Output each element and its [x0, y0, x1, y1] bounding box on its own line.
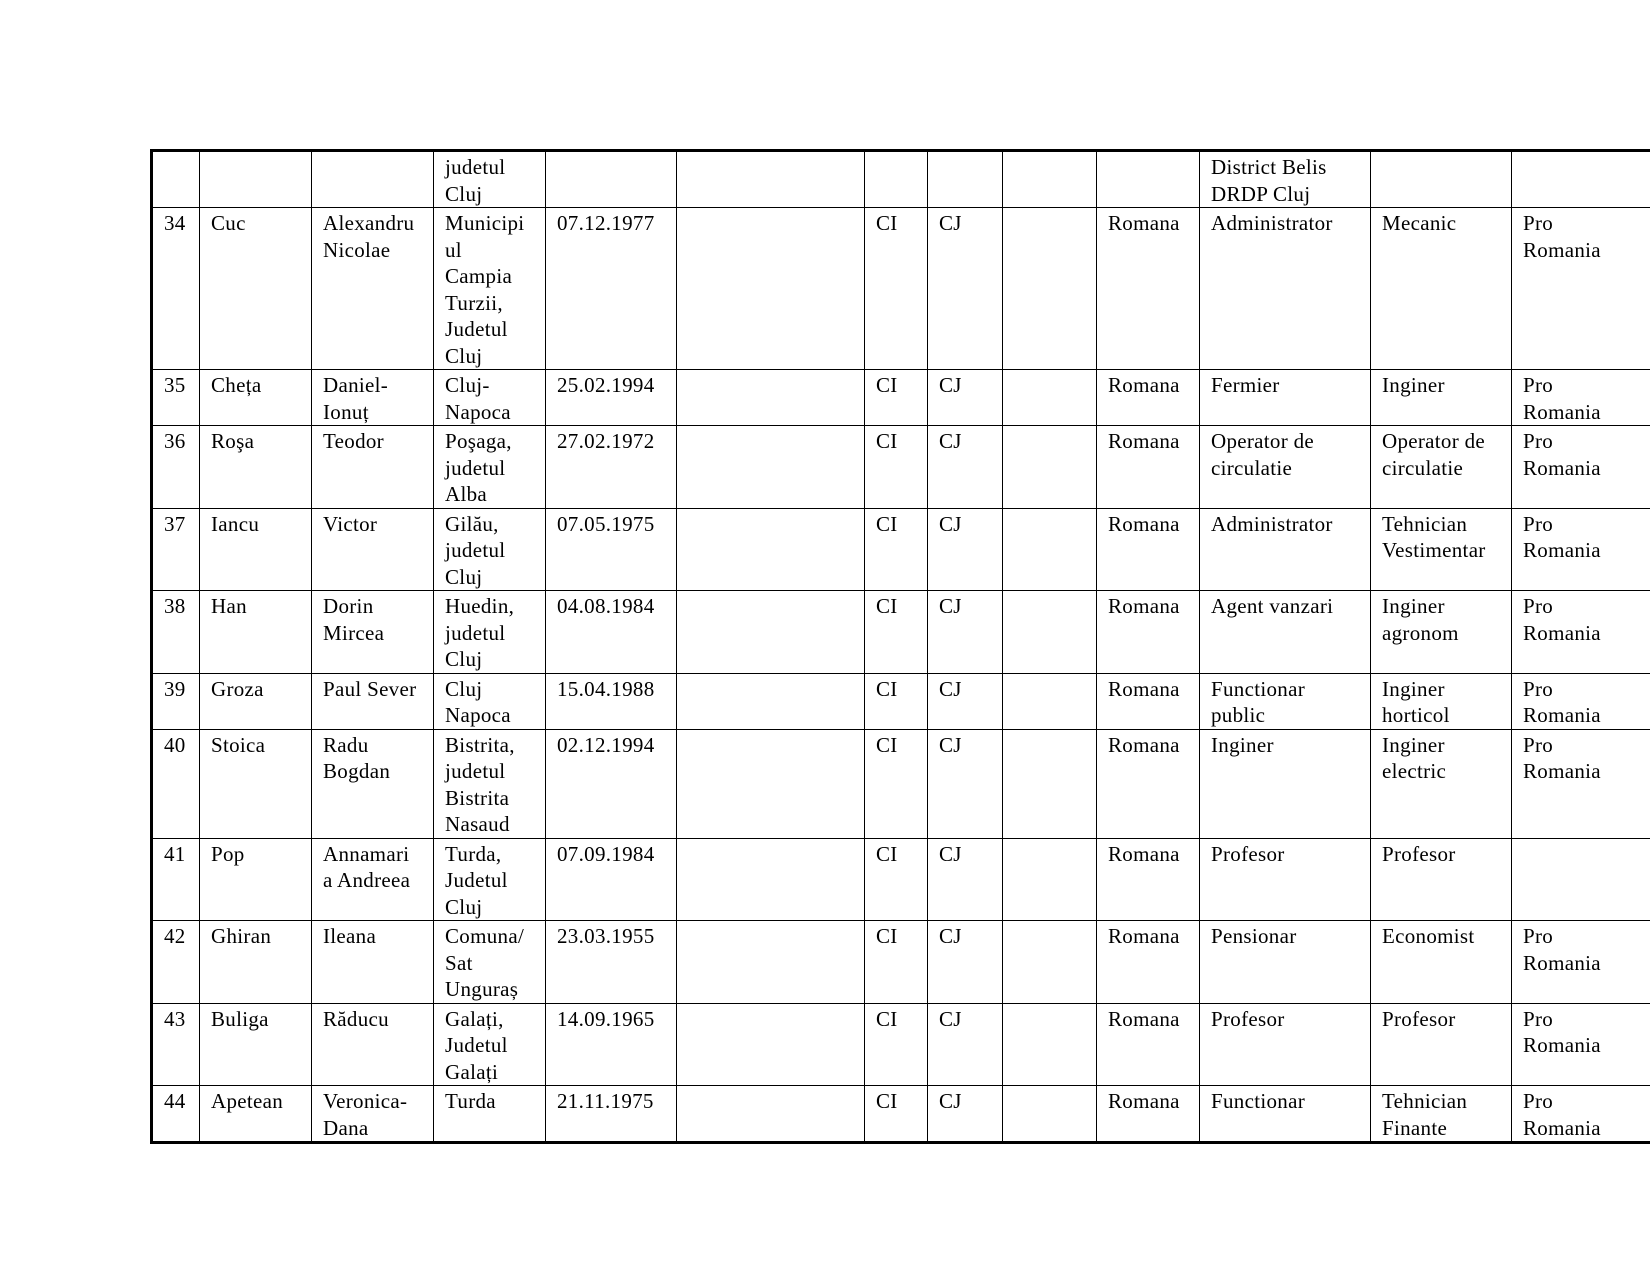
table-cell: 23.03.1955: [546, 921, 677, 1004]
table-cell: Galați, Judetul Galați: [434, 1003, 546, 1086]
table-cell: Operator de circulatie: [1200, 426, 1371, 509]
table-cell: [152, 151, 200, 208]
table-cell: Romana: [1097, 673, 1200, 729]
table-cell: CI: [865, 1086, 928, 1143]
table-cell: Romana: [1097, 921, 1200, 1004]
table-cell: CJ: [928, 673, 1003, 729]
table-cell: CI: [865, 1003, 928, 1086]
table-cell: 07.12.1977: [546, 208, 677, 370]
table-cell: [677, 729, 865, 838]
table-cell: [1003, 1003, 1097, 1086]
table-cell: [677, 370, 865, 426]
table-cell: Annamari a Andreea: [312, 838, 434, 921]
table-cell: 14.09.1965: [546, 1003, 677, 1086]
table-cell: Inginer: [1200, 729, 1371, 838]
table-cell: Administrator: [1200, 508, 1371, 591]
table-cell: 40: [152, 729, 200, 838]
table-cell: [677, 1086, 865, 1143]
table-row: [152, 1086, 1650, 1143]
table-cell: Profesor: [1371, 1003, 1512, 1086]
table-cell: 41: [152, 838, 200, 921]
table-cell: Romana: [1097, 1086, 1200, 1143]
table-cell: Stoica: [200, 729, 312, 838]
table-cell: Romana: [1097, 729, 1200, 838]
table-cell: Buliga: [200, 1003, 312, 1086]
table-cell: Inginer electric: [1371, 729, 1512, 838]
table-cell: [1003, 426, 1097, 509]
table-cell: CI: [865, 426, 928, 509]
table-cell: [312, 151, 434, 208]
table-cell: [1003, 208, 1097, 370]
table-cell: CJ: [928, 1086, 1003, 1143]
table-cell: 25.02.1994: [546, 370, 677, 426]
table-row: [152, 370, 1650, 426]
table-cell: Pensionar: [1200, 921, 1371, 1004]
table-cell: [677, 673, 865, 729]
table-cell: Administrator: [1200, 208, 1371, 370]
candidate-table: [150, 149, 1650, 1144]
table-cell: [1003, 673, 1097, 729]
table-cell: CI: [865, 208, 928, 370]
table-cell: Huedin, judetul Cluj: [434, 591, 546, 674]
table-cell: 27.02.1972: [546, 426, 677, 509]
table-cell: Răducu: [312, 1003, 434, 1086]
table-row: [152, 591, 1650, 674]
table-body: [152, 151, 1650, 1143]
table-cell: [200, 151, 312, 208]
table-cell: Romana: [1097, 508, 1200, 591]
table-cell: 35: [152, 370, 200, 426]
table-cell: [1512, 151, 1650, 208]
table-cell: [677, 591, 865, 674]
table-cell: Profesor: [1200, 1003, 1371, 1086]
table-cell: 04.08.1984: [546, 591, 677, 674]
table-cell: CI: [865, 591, 928, 674]
table-cell: [1003, 921, 1097, 1004]
table-cell: Han: [200, 591, 312, 674]
table-cell: CJ: [928, 838, 1003, 921]
table-cell: [1003, 508, 1097, 591]
table-cell: 44: [152, 1086, 200, 1143]
table-cell: Functionar: [1200, 1086, 1371, 1143]
table-cell: Agent vanzari: [1200, 591, 1371, 674]
table-cell: Mecanic: [1371, 208, 1512, 370]
table-cell: Turda, Judetul Cluj: [434, 838, 546, 921]
table-cell: [546, 151, 677, 208]
table-cell: Pop: [200, 838, 312, 921]
table-cell: [928, 151, 1003, 208]
table-cell: Comuna/ Sat Unguraș: [434, 921, 546, 1004]
table-cell: CJ: [928, 508, 1003, 591]
table-cell: 02.12.1994: [546, 729, 677, 838]
table-cell: Romana: [1097, 426, 1200, 509]
table-cell: [1003, 591, 1097, 674]
table-cell: Functionar public: [1200, 673, 1371, 729]
table-cell: [865, 151, 928, 208]
table-row: [152, 426, 1650, 509]
table-cell: Pro Romania: [1512, 921, 1650, 1004]
table-cell: CJ: [928, 426, 1003, 509]
table-cell: Tehnician Finante: [1371, 1086, 1512, 1143]
table-cell: Profesor: [1200, 838, 1371, 921]
table-cell: Alexandru Nicolae: [312, 208, 434, 370]
table-cell: CJ: [928, 370, 1003, 426]
table-cell: Gilău, judetul Cluj: [434, 508, 546, 591]
table-cell: 42: [152, 921, 200, 1004]
table-cell: Pro Romania: [1512, 729, 1650, 838]
table-cell: Turda: [434, 1086, 546, 1143]
table-row: [152, 208, 1650, 370]
table-cell: [677, 208, 865, 370]
table-row: [152, 729, 1650, 838]
table-cell: 07.05.1975: [546, 508, 677, 591]
table-cell: Cluj- Napoca: [434, 370, 546, 426]
table-cell: CI: [865, 838, 928, 921]
table-cell: CI: [865, 921, 928, 1004]
table-cell: Bistrita, judetul Bistrita Nasaud: [434, 729, 546, 838]
table-cell: Ghiran: [200, 921, 312, 1004]
table-cell: Dorin Mircea: [312, 591, 434, 674]
table-cell: Romana: [1097, 591, 1200, 674]
table-cell: [1003, 370, 1097, 426]
table-cell: CI: [865, 370, 928, 426]
table-cell: [1003, 729, 1097, 838]
table-cell: Municipi ul Campia Turzii, Judetul Cluj: [434, 208, 546, 370]
table-cell: [1097, 151, 1200, 208]
table-cell: 36: [152, 426, 200, 509]
table-cell: Ileana: [312, 921, 434, 1004]
table-cell: Pro Romania: [1512, 508, 1650, 591]
table-cell: 21.11.1975: [546, 1086, 677, 1143]
table-cell: Pro Romania: [1512, 591, 1650, 674]
table-row: [152, 1003, 1650, 1086]
table-cell: CJ: [928, 1003, 1003, 1086]
table-cell: [677, 151, 865, 208]
table-cell: Cheța: [200, 370, 312, 426]
table-cell: Economist: [1371, 921, 1512, 1004]
table-cell: Inginer agronom: [1371, 591, 1512, 674]
table-row: [152, 921, 1650, 1004]
table-cell: District Belis DRDP Cluj: [1200, 151, 1371, 208]
table-cell: 34: [152, 208, 200, 370]
table-cell: [1512, 838, 1650, 921]
table-cell: CI: [865, 729, 928, 838]
table-cell: Tehnician Vestimentar: [1371, 508, 1512, 591]
table-cell: Groza: [200, 673, 312, 729]
table-cell: Inginer: [1371, 370, 1512, 426]
table-cell: Iancu: [200, 508, 312, 591]
table-cell: Fermier: [1200, 370, 1371, 426]
table-cell: CJ: [928, 591, 1003, 674]
table-cell: Radu Bogdan: [312, 729, 434, 838]
table-cell: Pro Romania: [1512, 1086, 1650, 1143]
table-cell: Apetean: [200, 1086, 312, 1143]
table-cell: Paul Sever: [312, 673, 434, 729]
table-cell: Pro Romania: [1512, 208, 1650, 370]
table-cell: 43: [152, 1003, 200, 1086]
table-cell: Inginer horticol: [1371, 673, 1512, 729]
table-cell: Romana: [1097, 838, 1200, 921]
table-cell: 37: [152, 508, 200, 591]
table-cell: 07.09.1984: [546, 838, 677, 921]
table-cell: [677, 921, 865, 1004]
table-cell: Poşaga, judetul Alba: [434, 426, 546, 509]
table-cell: [677, 1003, 865, 1086]
table-cell: 38: [152, 591, 200, 674]
table-cell: Pro Romania: [1512, 1003, 1650, 1086]
table-cell: Operator de circulatie: [1371, 426, 1512, 509]
table-row: [152, 508, 1650, 591]
table-cell: Roşa: [200, 426, 312, 509]
table-cell: CI: [865, 508, 928, 591]
table-cell: [677, 508, 865, 591]
table-cell: Daniel- Ionuț: [312, 370, 434, 426]
table-cell: [1003, 838, 1097, 921]
table-cell: Profesor: [1371, 838, 1512, 921]
table-row: [152, 838, 1650, 921]
table-cell: Teodor: [312, 426, 434, 509]
table-cell: judetul Cluj: [434, 151, 546, 208]
table-cell: 39: [152, 673, 200, 729]
table-cell: [677, 838, 865, 921]
table-cell: [1003, 151, 1097, 208]
table-cell: Romana: [1097, 1003, 1200, 1086]
table-cell: Pro Romania: [1512, 370, 1650, 426]
table-cell: [677, 426, 865, 509]
table-cell: Romana: [1097, 208, 1200, 370]
table-cell: Pro Romania: [1512, 426, 1650, 509]
table-cell: [1003, 1086, 1097, 1143]
table-cell: Cluj Napoca: [434, 673, 546, 729]
table-cell: CJ: [928, 921, 1003, 1004]
table-cell: Victor: [312, 508, 434, 591]
table-cell: CJ: [928, 729, 1003, 838]
table-cell: Cuc: [200, 208, 312, 370]
table-cell: CJ: [928, 208, 1003, 370]
table-row: [152, 673, 1650, 729]
table-cell: [1371, 151, 1512, 208]
table-cell: 15.04.1988: [546, 673, 677, 729]
table-cell: Romana: [1097, 370, 1200, 426]
table-cell: Veronica- Dana: [312, 1086, 434, 1143]
table-cell: CI: [865, 673, 928, 729]
table-cell: Pro Romania: [1512, 673, 1650, 729]
table-row: [152, 151, 1650, 208]
